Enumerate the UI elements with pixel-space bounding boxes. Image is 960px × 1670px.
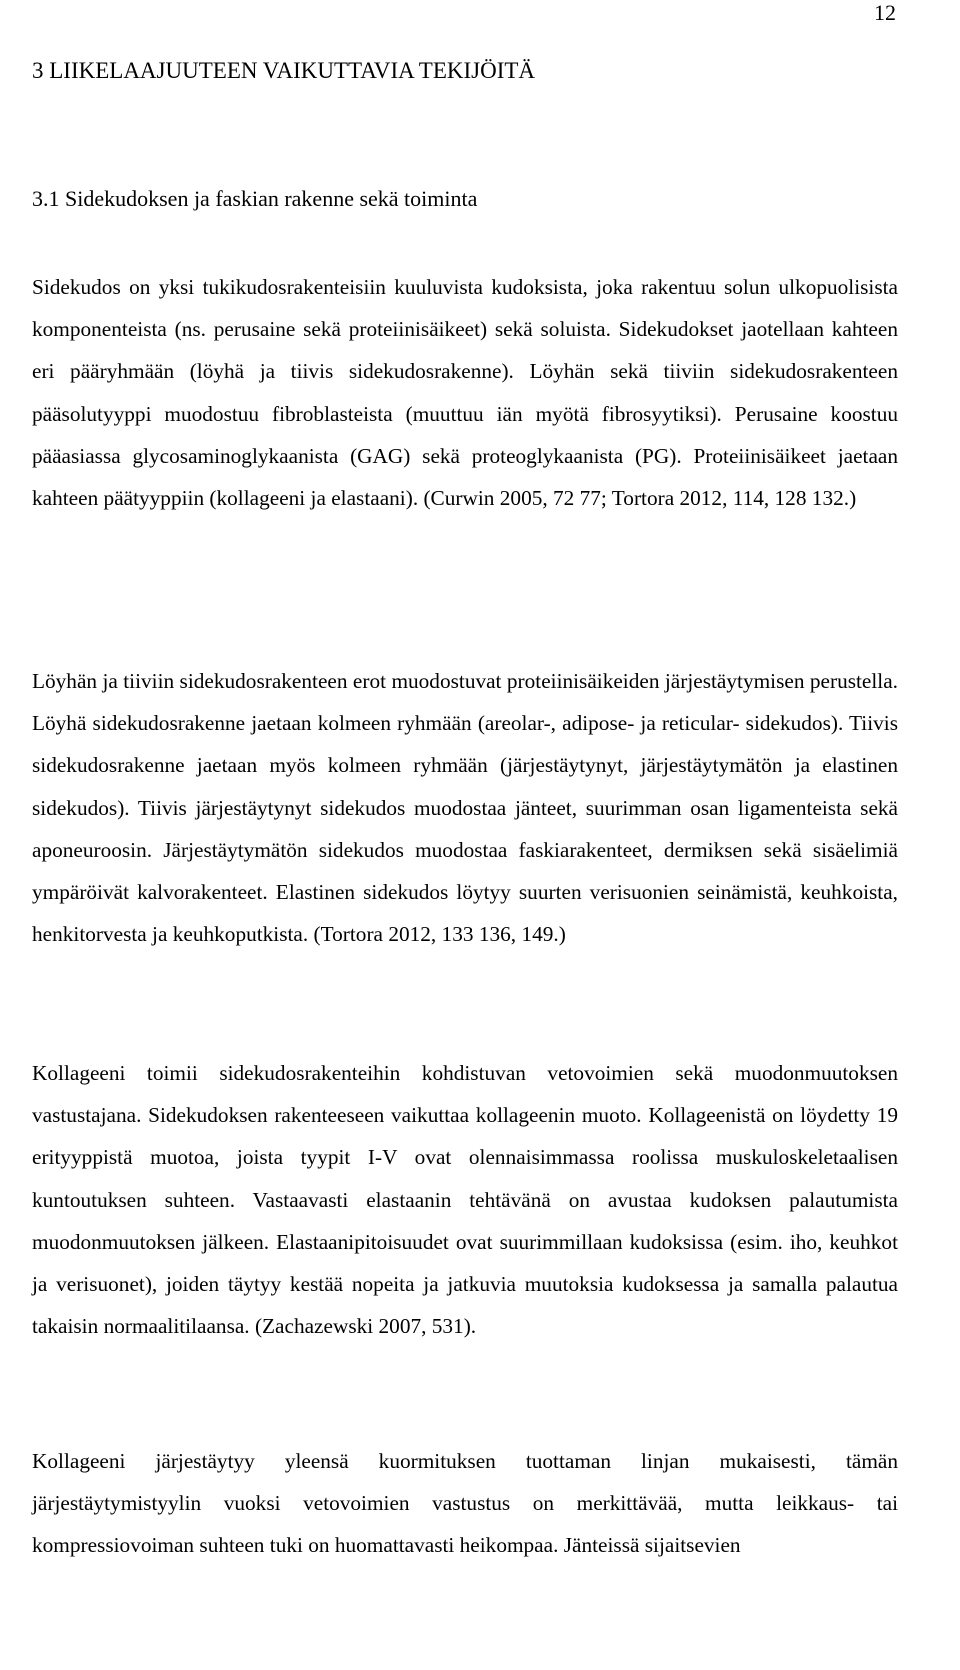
page-number: 12: [874, 0, 896, 25]
section-heading: 3.1 Sidekudoksen ja faskian rakenne sekä toiminta: [32, 186, 478, 211]
body-paragraph: Sidekudos on yksi tukikudosrakenteisiin kuuluvista kudoksista, joka rakentuu solun ulkopuolisista komponenteista (ns. perusaine sekä proteiinisäikeet) sekä soluista. Sidekudokset jaotellaan kahteen eri pääryhmään (löyhä ja tiivis sidekudosrakenne). Löyhän sekä tiiviin sidekudosrakenteen pääsolutyyppi muodostuu fibroblasteista (muuttuu iän myötä fibrosyytiksi). Perusaine koostuu pääasiassa glycosaminoglykaanista (GAG) sekä proteoglykaanista (PG). Proteiinisäikeet jaetaan kahteen päätyyppiin (kollageeni ja elastaani). (Curwin 2005, 72 77; Tortora 2012, 114, 128 132.): [32, 275, 898, 511]
body-paragraph: Löyhän ja tiiviin sidekudosrakenteen erot muodostuvat proteiinisäikeiden järjestäytymisen perustella. Löyhä sidekudosrakenne jaetaan kolmeen ryhmään (areolar-, adipose- ja reticular- sidekudos). Tiivis sidekudosrakenne jaetaan myös kolmeen ryhmään (järjestäytynyt, järjestäytymätön ja elastinen sidekudos). Tiivis järjestäytynyt sidekudos muodostaa jänteet, suurimman osan ligamenteista sekä aponeuroosin. Järjestäytymätön sidekudos muodostaa faskiarakenteet, dermiksen sekä sisäelimiä ympäröivät kalvorakenteet. Elastinen sidekudos löytyy suurten verisuonien seinämistä, keuhkoista, henkitorvesta ja keuhkoputkista. (Tortora 2012, 133 136, 149.): [32, 669, 898, 947]
body-paragraph: Kollageeni järjestäytyy yleensä kuormituksen tuottaman linjan mukaisesti, tämän järjestäytymistyylin vuoksi vetovoimien vastustus on merkittävää, mutta leikkaus- tai kompressiovoiman suhteen tuki on huomattavasti heikompaa. Jänteissä sijaitsevien: [32, 1449, 898, 1558]
chapter-heading: 3 LIIKELAAJUUTEEN VAIKUTTAVIA TEKIJÖITÄ: [32, 58, 536, 83]
body-paragraph: Kollageeni toimii sidekudosrakenteihin kohdistuvan vetovoimien sekä muodonmuutoksen vastustajana. Sidekudoksen rakenteeseen vaikuttaa kollageenin muoto. Kollageenistä on löydetty 19 erityyppistä muotoa, joista tyypit I-V ovat olennaisimmassa roolissa muskuloskeletaalisen kuntoutuksen suhteen. Vastaavasti elastaanin tehtävänä on avustaa kudoksen palautumista muodonmuutoksen jälkeen. Elastaanipitoisuudet ovat suurimmillaan kudoksissa (esim. iho, keuhkot ja verisuonet), joiden täytyy kestää nopeita ja jatkuvia muutoksia kudoksessa ja samalla palautua takaisin normaalitilaansa. (Zachazewski 2007, 531).: [32, 1061, 898, 1339]
